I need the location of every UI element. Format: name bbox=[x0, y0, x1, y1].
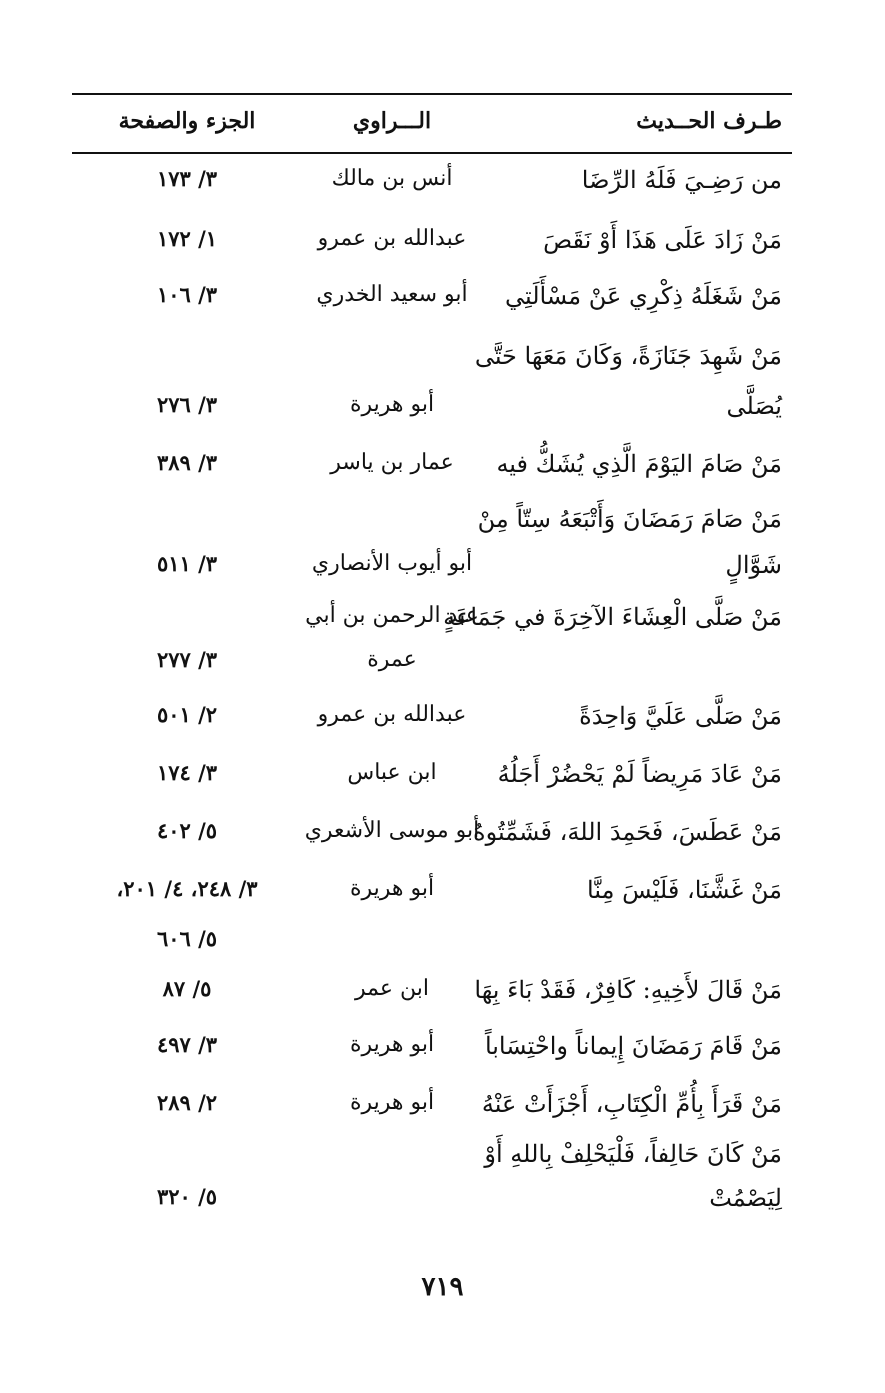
volume-page: ٥/ ٨٧ bbox=[162, 976, 212, 1001]
header-ref: الجزء والصفحة bbox=[118, 108, 256, 134]
hadith-text: مَنْ قَرَأَ بِأُمِّ الْكِتَابِ، أَجْزَأَتْ عَنْهُ bbox=[481, 1090, 782, 1118]
narrator-name: عبد الرحمن بن أبي bbox=[305, 603, 479, 628]
narrator-name: ابن عمر bbox=[355, 976, 429, 1001]
header-narrator: الـــراوي bbox=[352, 108, 432, 134]
volume-page: ١/ ١٧٢ bbox=[156, 226, 218, 251]
hadith-text: مَنْ صَلَّى الْعِشَاءَ الآخِرَةَ في جَمَاعَةٍ bbox=[443, 603, 782, 631]
narrator-name: أبو سعيد الخدري bbox=[316, 282, 468, 307]
hadith-text: مَنْ كَانَ حَالِفاً، فَلْيَحْلِفْ بِاللهِ أَوْ bbox=[484, 1140, 782, 1168]
hadith-text: مَنْ عَطَسَ، فَحَمِدَ اللهَ، فَشَمِّتُوهُ bbox=[473, 818, 782, 846]
narrator-name: أبو هريرة bbox=[349, 876, 435, 901]
volume-page: ٥/ ٤٠٢ bbox=[156, 818, 218, 843]
narrator-name: عمرة bbox=[367, 647, 417, 672]
hadith-text: مَنْ عَادَ مَرِيضاً لَمْ يَحْضُرْ أَجَلُهُ bbox=[497, 760, 782, 788]
hadith-text: من رَضِـيَ فَلَهُ الرِّضَا bbox=[581, 166, 782, 194]
narrator-name: أبو هريرة bbox=[349, 1032, 435, 1057]
volume-page: ٣/ ١٧٣ bbox=[156, 166, 218, 191]
narrator-name: أبو هريرة bbox=[349, 1090, 435, 1115]
hadith-text: مَنْ قَامَ رَمَضَانَ إِيماناً واحْتِسَاباً bbox=[484, 1032, 782, 1060]
volume-page: ٥/ ٣٢٠ bbox=[156, 1184, 218, 1209]
header-hadith: طـرف الحــديث bbox=[636, 108, 782, 134]
hadith-text: مَنْ صَامَ اليَوْمَ الَّذِي يُشَكُّ فيه bbox=[496, 450, 782, 478]
volume-page: ٣/ ١٠٦ bbox=[156, 282, 218, 307]
narrator-name: عمار بن ياسر bbox=[330, 450, 454, 475]
narrator-name: أنس بن مالك bbox=[331, 166, 453, 191]
volume-page: ٣/ ٣٨٩ bbox=[156, 450, 218, 475]
narrator-name: أبو أيوب الأنصاري bbox=[311, 551, 473, 576]
page-number: ٧١٩ bbox=[421, 1272, 464, 1302]
volume-page: ٥/ ٦٠٦ bbox=[156, 926, 218, 951]
hadith-text: مَنْ غَشَّنَا، فَلَيْسَ مِنَّا bbox=[587, 876, 782, 904]
hadith-text: لِيَصْمُتْ bbox=[709, 1184, 782, 1212]
narrator-name: أبو موسى الأشعري bbox=[304, 818, 480, 843]
narrator-name: ابن عباس bbox=[347, 760, 437, 785]
top-rule bbox=[72, 93, 792, 95]
volume-page: ٢/ ٢٨٩ bbox=[156, 1090, 218, 1115]
narrator-name: عبدالله بن عمرو bbox=[317, 226, 467, 251]
hadith-text: مَنْ قَالَ لأَخِيهِ: كَافِرٌ، فَقَدْ بَاءَ بِهَا bbox=[474, 976, 782, 1004]
volume-page: ٢/ ٥٠١ bbox=[156, 702, 218, 727]
hadith-text: مَنْ شَهِدَ جَنَازَةً، وَكَانَ مَعَهَا حَتَّى bbox=[474, 342, 782, 370]
hadith-text: مَنْ صَلَّى عَلَيَّ وَاحِدَةً bbox=[579, 702, 782, 730]
volume-page: ٣/ ٢٧٧ bbox=[156, 647, 218, 672]
table-header bbox=[72, 102, 792, 150]
hadith-text: شَوَّالٍ bbox=[725, 551, 782, 579]
volume-page: ٣/ ١٧٤ bbox=[156, 760, 218, 785]
hadith-text: مَنْ زَادَ عَلَى هَذَا أَوْ نَقَصَ bbox=[543, 226, 782, 254]
volume-page: ٣/ ٢٧٦ bbox=[156, 392, 218, 417]
volume-page: ٣/ ٥١١ bbox=[156, 551, 218, 576]
narrator-name: عبدالله بن عمرو bbox=[317, 702, 467, 727]
volume-page: ٣/ ٢٤٨، ٤/ ٢٠١، bbox=[116, 876, 258, 901]
hadith-text: يُصَلَّى bbox=[726, 392, 782, 420]
header-rule bbox=[72, 152, 792, 154]
narrator-name: أبو هريرة bbox=[349, 392, 435, 417]
hadith-text: مَنْ صَامَ رَمَضَانَ وَأَتْبَعَهُ سِتّاً مِنْ bbox=[477, 505, 782, 533]
hadith-text: مَنْ شَغَلَهُ ذِكْرِي عَنْ مَسْأَلَتِي bbox=[504, 282, 782, 310]
volume-page: ٣/ ٤٩٧ bbox=[156, 1032, 218, 1057]
